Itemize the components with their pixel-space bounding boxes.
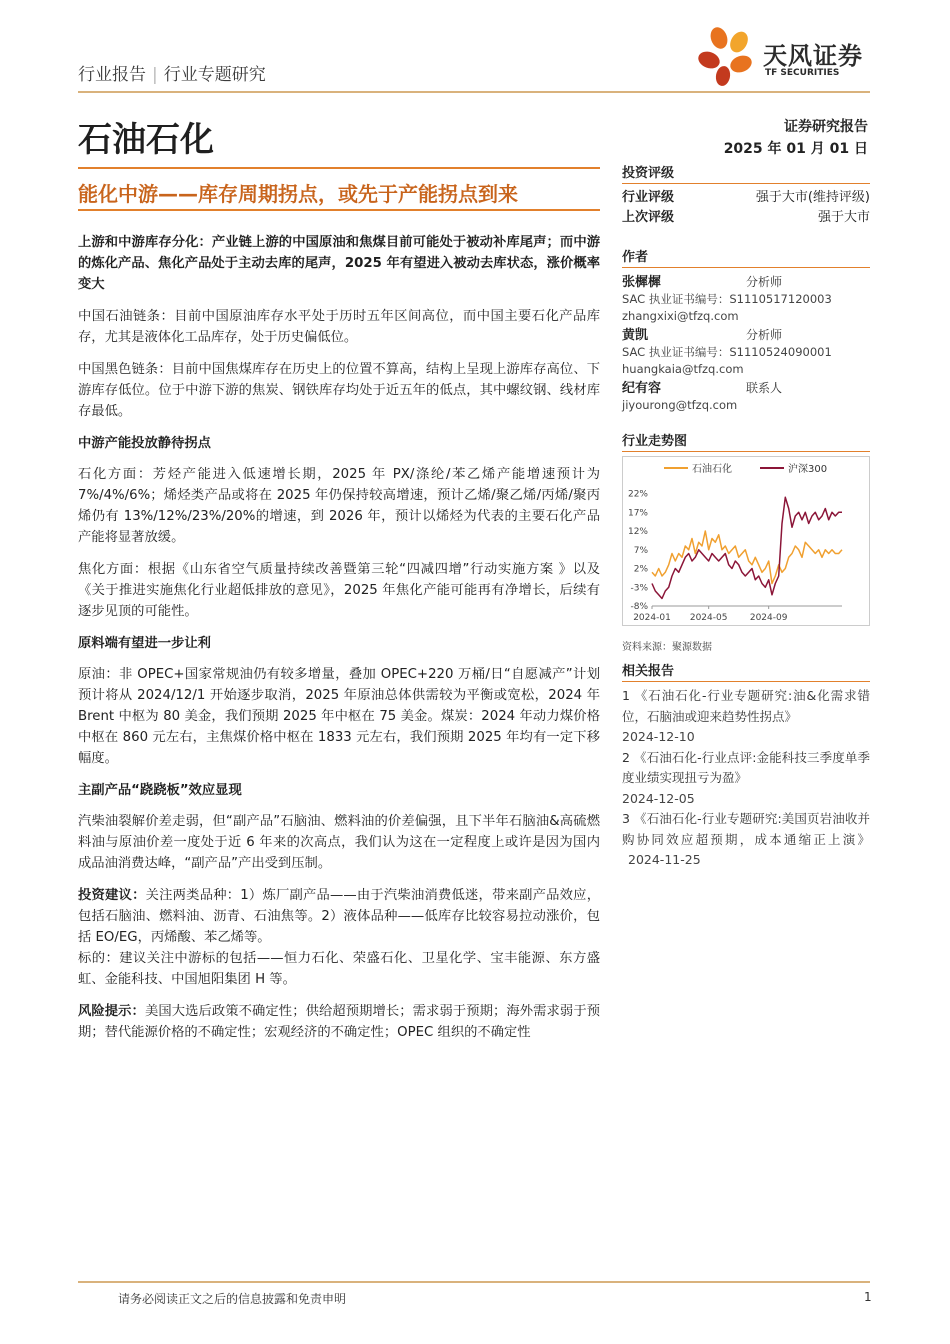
category-separator: |: [152, 65, 158, 85]
related-date: 2024-12-05: [622, 790, 695, 806]
category-label: 行业报告: [78, 65, 146, 85]
author-entry: [622, 274, 870, 325]
rating-value: 强于大市(维持评级): [755, 190, 870, 205]
y-tick-label: 17%: [627, 508, 648, 519]
rating-heading: 投资评级: [622, 162, 870, 184]
author-email[interactable]: jiyourong@tfzq.com: [622, 398, 738, 412]
paragraph-risk: [78, 1001, 600, 1043]
paragraph-coking: 焦化方面：根据《山东省空气质量持续改善暨第三轮“四减四增”行动实施方案 》以及《关于推进实施焦化行业超低排放的意见》，2025 年焦化产能可能再有净增长，后续有逐步见顶的可能性。: [78, 562, 600, 619]
trend-heading: 行业走势图: [622, 430, 870, 452]
related-title[interactable]: 2 《石油石化-行业点评:金能科技三季度单季度业绩实现扭亏为盈》: [622, 749, 870, 785]
authors-heading: 作者: [622, 246, 870, 268]
related-item[interactable]: [622, 809, 870, 871]
header-divider: [78, 91, 870, 93]
rating-row: [622, 188, 870, 208]
footer-disclaimer: 请务必阅读正文之后的信息披露和免责申明: [118, 1292, 347, 1306]
paragraph-raw-materials: 原油：非 OPEC+国家常规油仍有较多增量，叠加 OPEC+220 万桶/日“自愿减产”计划预计将从 2024/12/1 开始逐步取消，2025 年原油总体供需较为平衡或宽松，2024 年 Brent 中枢为 80 美金，我们预期 2025 年中枢在 75 美金。煤炭：2024 年动力煤价格中枢在 860 元左右，主焦煤价格中枢在 1833 元左右，我们预期 2025 年均有一定下移幅度。: [78, 667, 600, 766]
paragraph-investment: [78, 885, 600, 948]
author-cert: SAC 执业证书编号：S1110517120003: [622, 292, 832, 306]
paragraph-seesaw: 汽柴油裂解价差走弱，但“副产品”石脑油、燃料油的价差偏强，且下半年石脑油&高硫燃料油与原油价差一度处于近 6 年来的次高点，我们认为这在一定程度上或许是因为国内成品油消费达峰，“副产品”产出受到压制。: [78, 814, 600, 871]
title-top-rule: [78, 167, 600, 169]
report-date: 2025 年 01 月 01 日: [723, 141, 868, 157]
legend-label: 沪深300: [788, 464, 828, 475]
author-role: 分析师: [746, 328, 783, 342]
report-type: 证券研究报告: [784, 119, 868, 135]
risk-text: 美国大选后政策不确定性；供给超预期增长；需求弱于预期；海外需求弱于预期；替代能源价格的不确定性；宏观经济的不确定性；OPEC 组织的不确定性: [78, 1004, 601, 1040]
related-item[interactable]: [622, 748, 870, 810]
y-tick-label: -8%: [630, 602, 648, 612]
x-tick-label: 2024-09: [749, 613, 788, 623]
rating-key: 行业评级: [622, 190, 675, 205]
rating-row: [622, 208, 870, 228]
author-role: 分析师: [746, 275, 783, 289]
paragraph-black-chain: 中国黑色链条：目前中国焦煤库存在历史上的位置不算高，结构上呈现上游库存高位、下游库存低位。位于中游下游的焦炭、钢铁库存均处于近五年的低点，其中螺纹钢、线材库存最低。: [78, 362, 600, 419]
author-entry: [622, 380, 870, 414]
subcategory-label: 行业专题研究: [163, 65, 266, 85]
logo-text-cn: 天风证券: [763, 42, 863, 70]
author-name: 黄凯: [622, 328, 649, 343]
sector-title: 石油石化: [78, 120, 214, 160]
series-line: [652, 497, 842, 598]
rating-key: 上次评级: [622, 210, 675, 225]
related-date: 2024-11-25: [628, 852, 701, 867]
author-email[interactable]: zhangxixi@tfzq.com: [622, 309, 739, 323]
x-tick-label: 2024-05: [689, 613, 728, 623]
y-tick-label: 7%: [633, 545, 648, 556]
paragraph-oil-chain: 中国石油链条：目前中国原油库存水平处于历时五年区间高位，而中国主要石化产品库存，尤其是液体化工品库存，处于历史偏低位。: [78, 309, 600, 345]
author-role: 联系人: [746, 381, 783, 395]
y-tick-label: 22%: [627, 489, 648, 500]
company-logo: [695, 26, 875, 88]
related-heading: 相关报告: [622, 660, 870, 682]
related-title[interactable]: 1 《石油石化-行业专题研究:油&化需求错位，石脑油或迎来趋势性拐点》: [622, 688, 870, 724]
investment-label: 投资建议：: [78, 888, 146, 903]
author-entry: [622, 327, 870, 378]
related-date: 2024-12-10: [622, 729, 695, 744]
author-email[interactable]: huangkaia@tfzq.com: [622, 362, 744, 376]
report-category: [78, 60, 266, 85]
y-tick-label: 12%: [627, 527, 648, 537]
flower-logo-icon: [695, 26, 761, 88]
logo-text-en: TF SECURITIES: [765, 68, 840, 78]
page-number: 1: [864, 1290, 872, 1304]
related-item[interactable]: [622, 686, 870, 748]
paragraph-petrochem: 石化方面：芳烃产能进入低速增长期，2025 年 PX/涤纶/苯乙烯产能增速预计为 7%/4%/6%；烯烃类产品或将在 2025 年仍保持较高增速，预计乙烯/聚乙烯/丙烯/聚丙烯仍有 13%/12%/23%/20%的增速，到 2026 年，预计以烯烃为代表的主要石化产品产能将显著放缓。: [78, 467, 600, 545]
rating-panel: [622, 162, 870, 228]
section-heading: 中游产能投放静待拐点: [78, 436, 211, 451]
author-cert: SAC 执业证书编号：S1110524090001: [622, 345, 832, 359]
authors-panel: [622, 246, 870, 414]
author-name: 张樨樨: [622, 275, 662, 290]
risk-label: 风险提示：: [78, 1004, 145, 1019]
paragraph-targets: 标的：建议关注中游标的包括——恒力石化、荣盛石化、卫星化学、宝丰能源、东方盛虹、金能科技、中国旭阳集团 H 等。: [78, 951, 600, 987]
series-line: [652, 531, 842, 584]
section-heading: 主副产品“跷跷板”效应显现: [78, 783, 242, 798]
chart-source: 资料来源：聚源数据: [622, 642, 712, 653]
report-body: [78, 232, 600, 1054]
investment-text: 关注两类品种：1）炼厂副产品——由于汽柴油消费低迷，带来副产品效应，包括石脑油、燃料油、沥青、石油焦等。2）液体品种——低库存比较容易拉动涨价，包括 EO/EG，丙烯酸、苯乙烯等。: [78, 888, 601, 945]
footer-divider: [78, 1281, 870, 1283]
legend-label: 石油石化: [692, 464, 732, 475]
trend-panel: [622, 430, 870, 653]
related-title[interactable]: 3 《石油石化-行业专题研究:美国页岩油收并购协同效应超预期，成本通缩正上演》: [622, 811, 870, 847]
related-panel: [622, 660, 870, 871]
trend-chart: [622, 456, 870, 626]
report-title: 能化中游——库存周期拐点，或先于产能拐点到来: [78, 182, 518, 206]
y-tick-label: 2%: [633, 564, 648, 575]
lead-paragraph: 上游和中游库存分化：产业链上游的中国原油和焦煤目前可能处于被动补库尾声；而中游的炼化产品、焦化产品处于主动去库的尾声，2025 年有望进入被动去库状态，涨价概率变大: [78, 235, 600, 292]
y-tick-label: -3%: [630, 583, 648, 594]
x-tick-label: 2024-01: [633, 613, 671, 623]
author-name: 纪有容: [622, 381, 662, 396]
rating-value: 强于大市: [817, 210, 870, 225]
title-bottom-rule: [78, 209, 600, 211]
chart-frame: [623, 457, 870, 626]
section-heading: 原料端有望进一步让利: [78, 636, 211, 651]
